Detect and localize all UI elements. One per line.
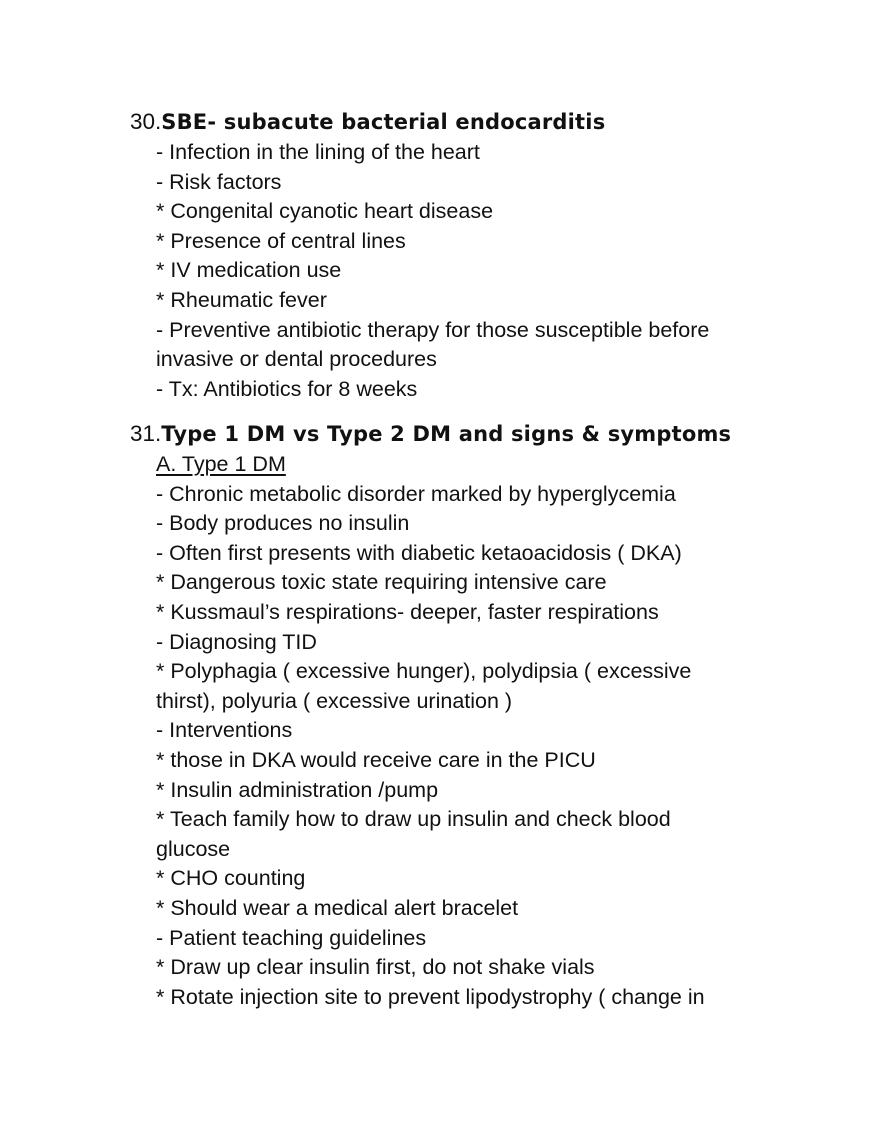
- text-line: * Rheumatic fever: [156, 287, 327, 312]
- text-line: * Should wear a medical alert bracelet: [156, 895, 519, 920]
- text-line: - Risk factors: [156, 169, 282, 194]
- text-line: - Infection in the lining of the heart: [156, 140, 480, 164]
- text-line: - Diagnosing TID: [156, 629, 317, 654]
- section-lines: [130, 138, 810, 404]
- text-line: * Polyphagia ( excessive hunger), polydipsia ( excessive: [156, 659, 692, 684]
- text-line: - Interventions: [156, 718, 293, 743]
- text-line: thirst), polyuria ( excessive urination ): [156, 688, 513, 713]
- section-title: Type 1 DM vs Type 2 DM and signs & symptoms: [161, 422, 732, 446]
- section-diabetes: [130, 418, 810, 1012]
- text-line: * Kussmaul’s respirations- deeper, faster respirations: [156, 599, 659, 624]
- text-line: - Chronic metabolic disorder marked by hyperglycemia: [156, 481, 676, 506]
- section-number: 30.: [130, 109, 162, 134]
- text-line: * Rotate injection site to prevent lipodystrophy ( change in: [156, 984, 705, 1009]
- text-line: * Teach family how to draw up insulin and check blood: [156, 807, 671, 832]
- section-sbe: [130, 106, 810, 404]
- subheading-type-1-dm: A. Type 1 DM: [156, 452, 286, 476]
- text-line: * Insulin administration /pump: [156, 777, 439, 802]
- text-line: - Tx: Antibiotics for 8 weeks: [156, 376, 418, 401]
- section-heading: [130, 106, 810, 138]
- section-lines: [130, 450, 810, 1012]
- text-line: - Preventive antibiotic therapy for those susceptible before: [156, 317, 710, 342]
- text-line: * those in DKA would receive care in the PICU: [156, 747, 596, 772]
- text-line: glucose: [156, 836, 231, 861]
- text-line: - Body produces no insulin: [156, 511, 410, 536]
- text-line: invasive or dental procedures: [156, 347, 437, 372]
- text-line: - Often first presents with diabetic ketaoacidosis ( DKA): [156, 540, 682, 565]
- section-title: SBE- subacute bacterial endocarditis: [161, 110, 606, 134]
- text-line: * Presence of central lines: [156, 228, 406, 253]
- section-heading: [130, 418, 810, 450]
- text-line: * CHO counting: [156, 866, 306, 891]
- text-line: * IV medication use: [156, 258, 342, 283]
- text-line: * Dangerous toxic state requiring intensive care: [156, 570, 607, 595]
- text-line: * Draw up clear insulin first, do not shake vials: [156, 955, 595, 980]
- text-line: * Congenital cyanotic heart disease: [156, 199, 494, 224]
- section-number: 31.: [130, 421, 162, 446]
- text-line: - Patient teaching guidelines: [156, 925, 427, 950]
